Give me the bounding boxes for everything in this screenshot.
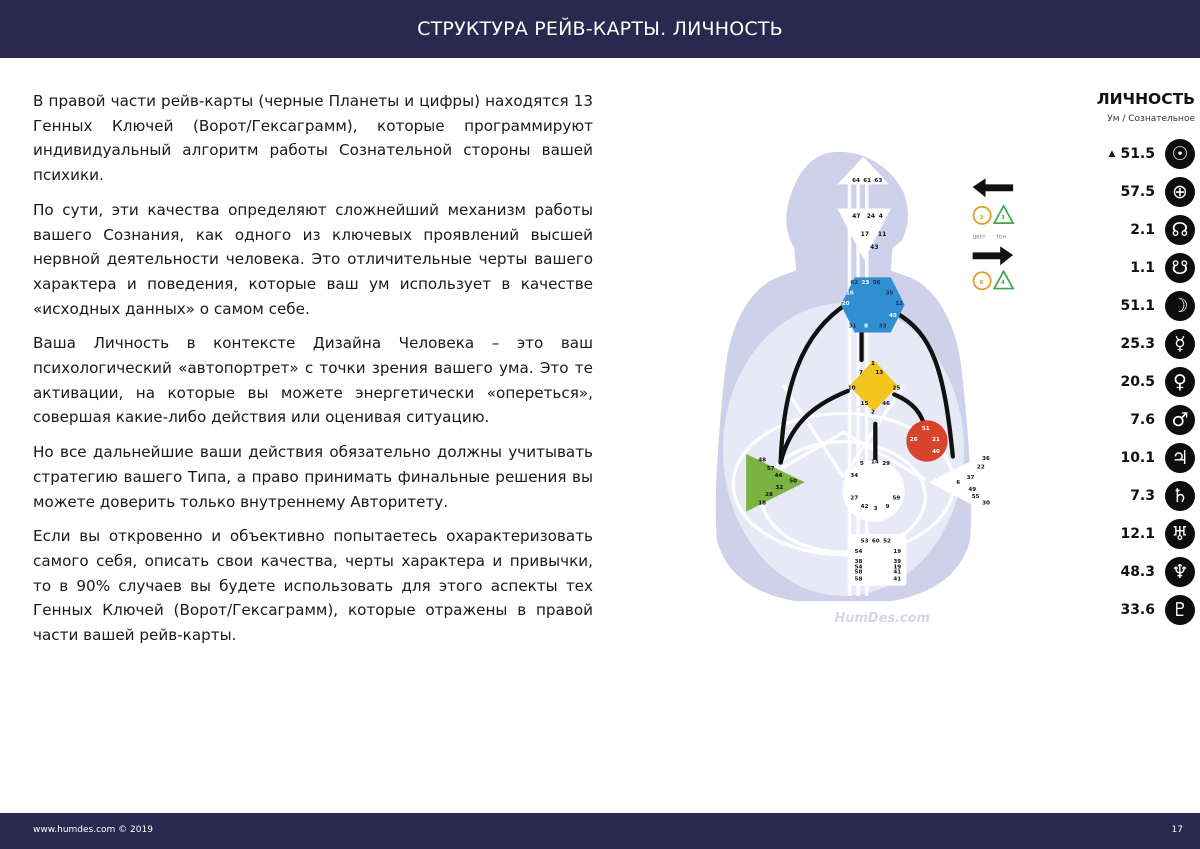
throat-gate: 31 xyxy=(848,323,857,330)
arrow-bottom-right-icon xyxy=(973,246,1013,265)
variable-tone-bottom-value: 4 xyxy=(1001,280,1005,287)
throat-gate: 62 xyxy=(850,280,859,287)
planet-value: 20.5 xyxy=(1120,374,1155,390)
ajna-gate-17: 17 xyxy=(860,231,870,239)
g-gate: 7 xyxy=(858,369,863,376)
throat-gate: 45 xyxy=(889,312,897,319)
root-gate: 52 xyxy=(883,538,891,545)
paragraph-5: Если вы откровенно и объективно попытаетесь охарактеризовать самого себя, описать свои качества, черты характера и привычки, то в 90% случаев вы будете использовать для этого аспекты тех Генных Ключей (Ворот/Гексаграмм), которые отражены в правой части вашей рейв-карты. xyxy=(33,527,593,645)
planet-value: 51.5 xyxy=(1120,146,1155,162)
svg-text:58: 58 xyxy=(854,576,863,583)
head-gate: 63 xyxy=(874,177,883,184)
svg-text:19: 19 xyxy=(893,564,902,571)
earth-icon: ⊕ xyxy=(1165,177,1195,207)
south-node-icon: ☋ xyxy=(1165,253,1195,283)
footer-copyright: www.humdes.com © 2019 xyxy=(33,825,153,835)
spleen-gate: 18 xyxy=(758,500,766,507)
head-gate: 64 xyxy=(852,177,860,184)
variable-color-top-value: 3 xyxy=(979,214,984,221)
planet-row xyxy=(1130,403,1195,437)
g-gate: 2 xyxy=(871,409,875,416)
planet-row xyxy=(1120,289,1195,323)
heart-gate: 26 xyxy=(909,436,918,443)
spleen-gate: 50 xyxy=(789,478,797,485)
throat-gate: 56 xyxy=(872,280,881,287)
arrow-top-left-icon xyxy=(973,178,1013,197)
paragraph-4: Но все дальнейшие ваши действия обязательно должны учитывать стратегию вашего Типа, а право принимать финальные решения вы можете доверить только внутреннему Авторитету. xyxy=(33,443,593,511)
heart-gate: 40 xyxy=(932,449,940,456)
north-node-icon: ☊ xyxy=(1165,215,1195,245)
root-gate: 38 xyxy=(854,559,863,566)
planet-row xyxy=(1120,441,1195,475)
mars-icon: ♂ xyxy=(1165,405,1195,435)
spleen-gate: 57 xyxy=(766,466,775,473)
saturn-icon: ♄ xyxy=(1165,481,1195,511)
throat-gate: 12 xyxy=(895,300,903,307)
planet-row xyxy=(1120,327,1195,361)
page-number: 17 xyxy=(1171,825,1183,835)
g-gate: 46 xyxy=(882,400,890,407)
ajna-gate-24: 24 xyxy=(866,212,876,220)
planet-row xyxy=(1130,251,1195,285)
root-gate: 41 xyxy=(893,569,902,576)
neptune-icon: ♆ xyxy=(1165,557,1195,587)
solar-gate: 36 xyxy=(982,455,990,462)
throat-gate: 33 xyxy=(878,323,887,330)
paragraph-1: В правой части рейв-карты (черные Планеты и цифры) находятся 13 Генных Ключей (Ворот/Гексаграмм), которые программируют индивидуальный алгоритм работы Сознательной стороны вашей психики. xyxy=(33,92,593,185)
venus-icon: ♀ xyxy=(1165,367,1195,397)
spleen-gate: 32 xyxy=(775,485,784,492)
planet-row xyxy=(1120,175,1195,209)
variable-tone-top-value: 3 xyxy=(1001,214,1005,221)
root-gate: 60 xyxy=(871,538,880,545)
g-gate: 25 xyxy=(892,385,901,392)
root-gate: 53 xyxy=(860,538,869,545)
ajna-gate-4: 4 xyxy=(878,212,883,220)
sacral-gate: 14 xyxy=(871,459,879,466)
planet-value: 57.5 xyxy=(1120,184,1155,200)
root-gate: 19 xyxy=(893,548,902,555)
planet-value: 7.3 xyxy=(1130,488,1155,504)
heart-gate: 21 xyxy=(932,436,940,443)
planet-row xyxy=(1130,213,1195,247)
planet-value: 2.1 xyxy=(1130,222,1155,238)
sacral-gate: 42 xyxy=(860,504,869,511)
throat-gate: 20 xyxy=(841,300,850,307)
throat-gate: 35 xyxy=(885,290,894,297)
root-gate: 58 xyxy=(854,569,863,576)
planet-value: 7.6 xyxy=(1130,412,1155,428)
g-gate: 10 xyxy=(847,385,856,392)
sacral-gate: 27 xyxy=(850,495,859,502)
spleen-gate: 28 xyxy=(765,492,773,499)
throat-gate: 23 xyxy=(861,280,870,287)
pluto-icon: ♇ xyxy=(1165,595,1195,625)
variable-color-bottom-value: 6 xyxy=(979,280,984,287)
tone-label: ТОН xyxy=(995,235,1007,241)
root-gate: 39 xyxy=(893,559,902,566)
ajna-gate-11: 11 xyxy=(877,231,887,239)
planet-row xyxy=(1120,555,1195,589)
planet-row xyxy=(1120,365,1195,399)
solar-gate: 37 xyxy=(966,474,975,481)
planet-row xyxy=(1130,479,1195,513)
planet-row xyxy=(1120,593,1195,627)
bodygraph-chart xyxy=(710,100,1020,670)
sacral-center xyxy=(843,460,905,522)
solar-gate: 55 xyxy=(971,493,980,500)
root-gate: 54 xyxy=(854,548,863,555)
sacral-gate: 5 xyxy=(859,461,864,468)
throat-gate: 16 xyxy=(846,290,854,297)
spleen-gate: 44 xyxy=(774,473,783,480)
planet-value: 1.1 xyxy=(1130,260,1155,276)
spleen-gate: 48 xyxy=(758,457,766,464)
solar-gate: 6 xyxy=(956,480,961,487)
ajna-gate-47: 47 xyxy=(852,212,861,220)
g-gate: 1 xyxy=(871,361,875,368)
watermark-text: HumDes.com xyxy=(834,610,930,626)
planet-value: 25.3 xyxy=(1120,336,1155,352)
paragraph-2: По сути, эти качества определяют сложнейший механизм работы вашего Сознания, как одного из ключевых проявлений высшей нервной деятельности человека. Это отличительные черты вашего характера и поведения, которые ваш ум использует в качестве «исходных данных» о самом себе. xyxy=(33,200,593,318)
sacral-gate: 29 xyxy=(882,461,890,468)
body-text xyxy=(33,89,593,658)
svg-text:54: 54 xyxy=(854,564,863,571)
uranus-icon: ♅ xyxy=(1165,519,1195,549)
planet-value: 48.3 xyxy=(1120,564,1155,580)
throat-gate: 8 xyxy=(864,323,869,330)
head-gate: 61 xyxy=(863,177,872,184)
svg-text:41: 41 xyxy=(893,576,902,583)
sacral-gate: 3 xyxy=(873,505,878,512)
personality-subtitle: Ум / Сознательное xyxy=(1107,114,1195,124)
page-title: СТРУКТУРА РЕЙВ-КАРТЫ. ЛИЧНОСТЬ xyxy=(417,18,783,40)
mercury-icon: ☿ xyxy=(1165,329,1195,359)
paragraph-3: Ваша Личность в контексте Дизайна Человека – это ваш психологический «автопортрет» с точки зрения вашего ума. Это те активации, на которые вы можете энергетически «опереться», совершая какие-либо действия или оценивая ситуацию. xyxy=(33,334,593,427)
heart-gate: 51 xyxy=(921,425,930,432)
personality-title: ЛИЧНОСТЬ xyxy=(1096,90,1195,108)
solar-gate: 22 xyxy=(976,464,985,471)
footer-bar xyxy=(0,813,1200,849)
sacral-gate: 34 xyxy=(850,473,859,480)
sacral-gate: 9 xyxy=(885,504,890,511)
g-gate: 13 xyxy=(875,369,884,376)
planet-value: 12.1 xyxy=(1120,526,1155,542)
header-bar xyxy=(0,0,1200,58)
moon-icon: ☽ xyxy=(1165,291,1195,321)
planet-value: 51.1 xyxy=(1120,298,1155,314)
ajna-gate-43: 43 xyxy=(870,243,879,251)
planet-value: 33.6 xyxy=(1120,602,1155,618)
solar-gate: 30 xyxy=(982,500,990,507)
sacral-gate: 59 xyxy=(892,495,901,502)
g-gate: 15 xyxy=(860,400,869,407)
personality-panel xyxy=(1085,90,1195,650)
planet-row xyxy=(1120,517,1195,551)
planet-value: 10.1 xyxy=(1120,450,1155,466)
planet-row xyxy=(1109,137,1195,171)
sun-marker-icon: ▲ xyxy=(1108,149,1116,159)
solar-gate: 49 xyxy=(968,486,977,493)
sun-icon: ☉ xyxy=(1165,139,1195,169)
jupiter-icon: ♃ xyxy=(1165,443,1195,473)
color-label: ЦВЕТ xyxy=(972,235,986,241)
